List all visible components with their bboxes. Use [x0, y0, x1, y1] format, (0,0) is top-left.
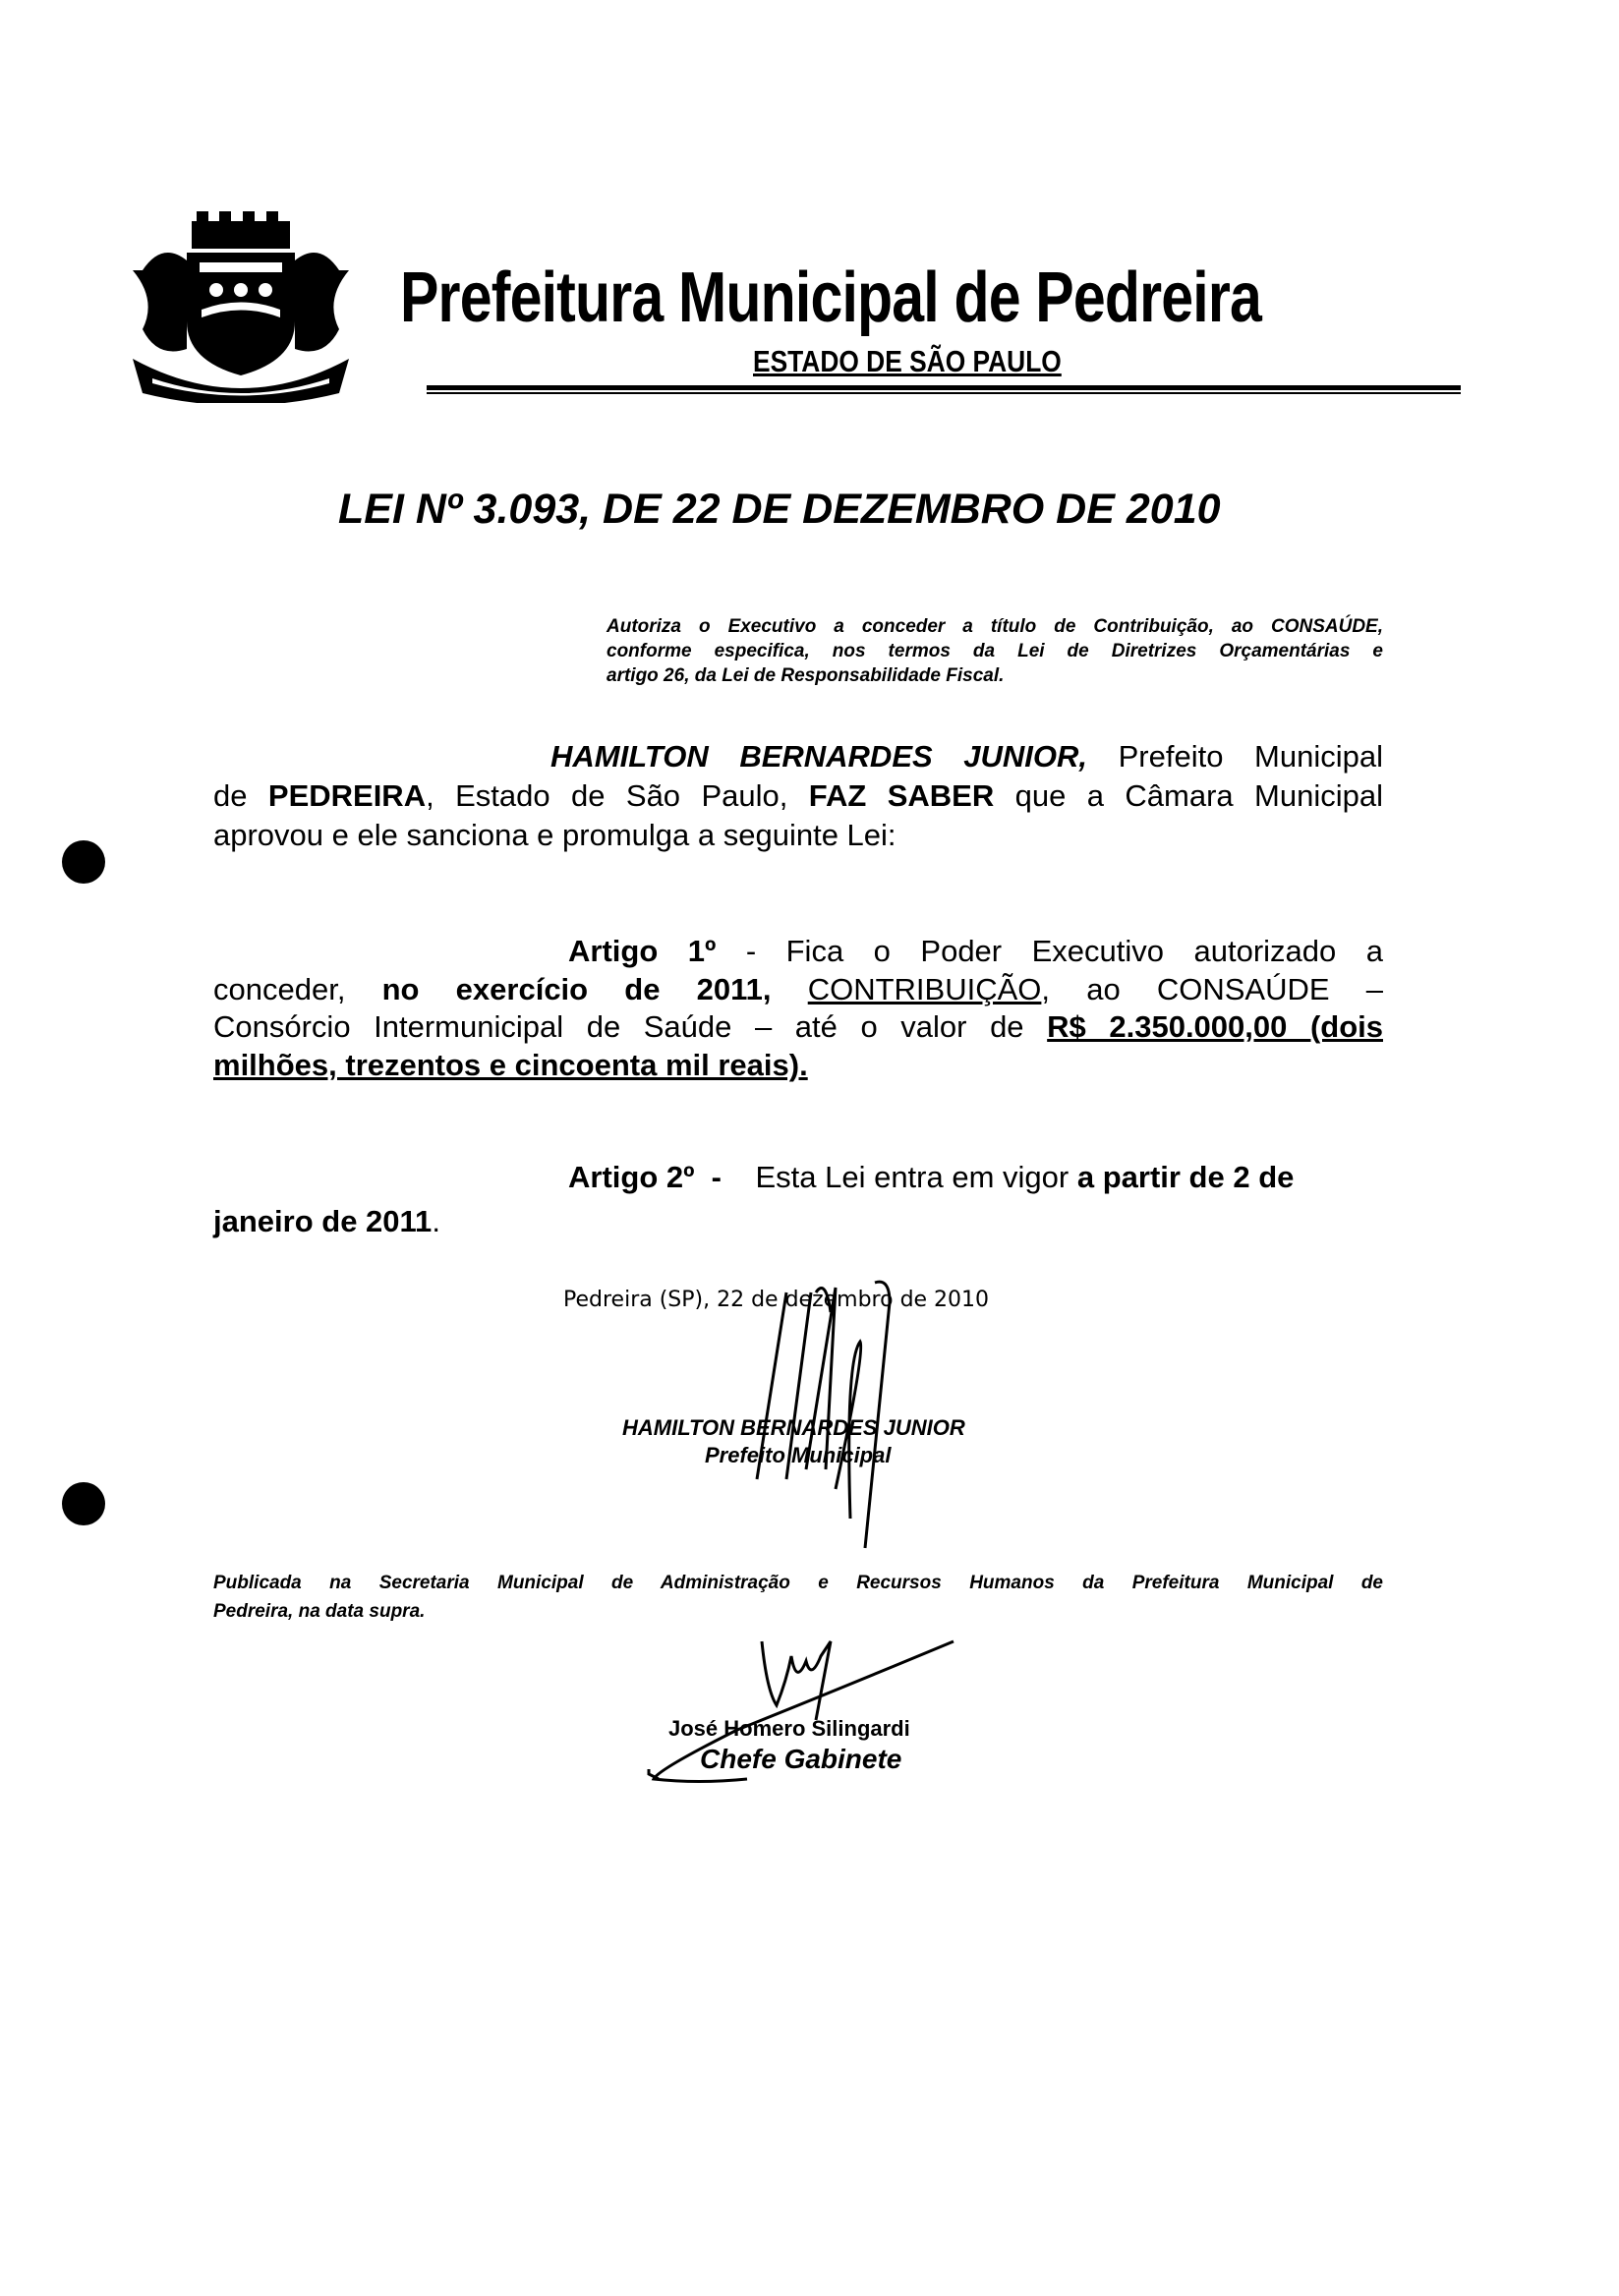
text: conceder,	[213, 972, 346, 1006]
text: , ao CONSAÚDE –	[1041, 972, 1383, 1006]
signatory2-role: Chefe Gabinete	[700, 1744, 902, 1774]
city-name: PEDREIRA	[267, 778, 427, 813]
artigo1-line	[213, 1007, 1383, 1047]
artigo1-line: milhões, trezentos e cincoenta mil reais).	[213, 1048, 808, 1082]
text: Consórcio Intermunicipal de Saúde – até o valor de	[213, 1009, 1024, 1044]
summary-line: artigo 26, da Lei de Responsabilidade Fiscal.	[607, 665, 1005, 686]
amount: R$ 2.350.000,00 (dois	[1047, 1009, 1383, 1044]
law-title: LEI Nº 3.093, DE 22 DE DEZEMBRO DE 2010	[338, 486, 1221, 533]
punch-hole	[62, 840, 105, 884]
summary-line: Autoriza o Executivo a conceder a título de Contribuição, ao CONSAÚDE,	[607, 616, 1383, 637]
publication-line: Publicada na Secretaria Municipal de Administração e Recursos Humanos da Prefeitura Municipal de	[213, 1573, 1383, 1593]
signatory1-role: Prefeito Municipal	[705, 1443, 892, 1467]
text: - Fica o Poder Executivo autorizado a	[745, 934, 1383, 968]
coat-of-arms-logo	[133, 211, 349, 403]
punch-hole	[62, 1482, 105, 1525]
date-line: Pedreira (SP), 22 de dezembro de 2010	[563, 1288, 990, 1312]
header-rule-thin	[427, 392, 1461, 394]
signatory2-name: José Homero Silingardi	[668, 1716, 910, 1741]
text: a partir de 2 de	[1076, 1160, 1295, 1194]
preamble-line	[213, 776, 1383, 816]
preamble-line: aprovou e ele sanciona e promulga a seguinte Lei:	[213, 818, 896, 852]
text: no exercício de 2011,	[381, 972, 772, 1006]
signature-mayor	[718, 1273, 944, 1568]
artigo1-label: Artigo 1º	[568, 934, 717, 968]
publication-line: Pedreira, na data supra.	[213, 1601, 426, 1622]
text: janeiro de 2011	[213, 1204, 433, 1238]
header-subtitle: ESTADO DE SÃO PAULO	[753, 344, 1062, 378]
artigo2-line	[568, 1158, 1374, 1197]
preamble-line	[550, 737, 1383, 776]
text: .	[432, 1204, 440, 1238]
text: -	[711, 1160, 722, 1194]
signatory1-name: HAMILTON BERNARDES JUNIOR	[622, 1415, 965, 1440]
artigo2-label: Artigo 2º	[568, 1160, 695, 1194]
artigo1-line	[568, 932, 1383, 971]
header-rule	[427, 385, 1461, 390]
text: que a Câmara Municipal	[1014, 778, 1383, 813]
text: , Estado de São Paulo,	[426, 778, 788, 813]
summary-line: conforme especifica, nos termos da Lei de Diretrizes Orçamentárias e	[607, 641, 1383, 661]
header-title: Prefeitura Municipal de Pedreira	[400, 258, 1262, 337]
text: Prefeito Municipal	[1118, 739, 1383, 774]
artigo1-line	[213, 970, 1383, 1009]
text: Esta Lei entra em vigor	[755, 1160, 1070, 1194]
text: CONTRIBUIÇÃO	[807, 972, 1042, 1006]
text: de	[213, 778, 248, 813]
artigo2-line	[213, 1202, 1383, 1241]
faz-saber: FAZ SABER	[808, 778, 995, 813]
mayor-name: HAMILTON BERNARDES JUNIOR,	[550, 739, 1088, 774]
